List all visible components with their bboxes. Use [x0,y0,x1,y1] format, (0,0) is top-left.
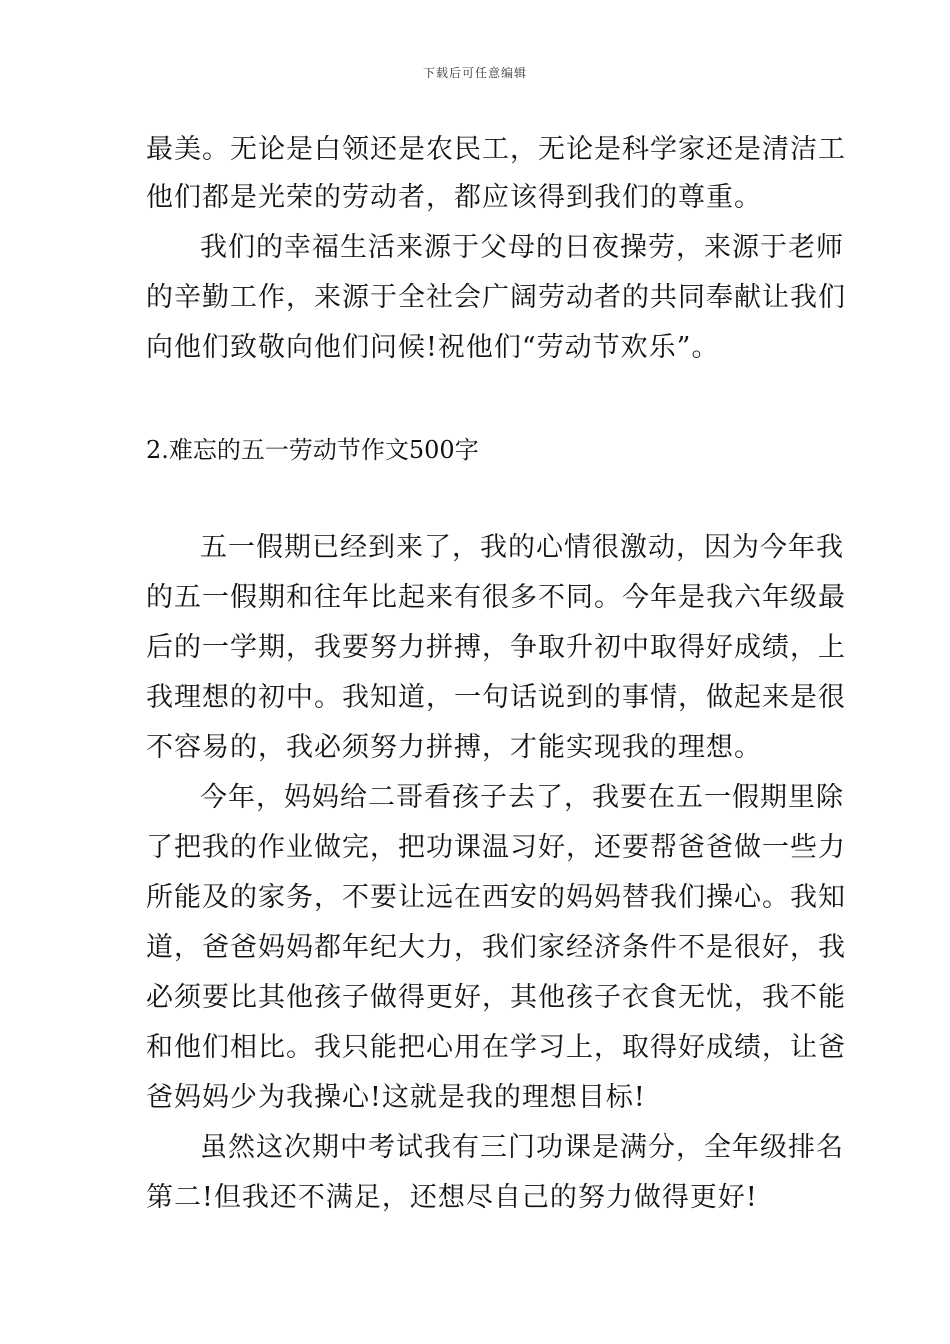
paragraph4-line-6: 和他们相比。我只能把心用在学习上，取得好成绩，让爸 [146,1032,846,1063]
paragraph4-line-4: 道，爸爸妈妈都年纪大力，我们家经济条件不是很好，我 [146,932,846,963]
paragraph4-line-3: 所能及的家务，不要让远在西安的妈妈替我们操心。我知 [146,882,846,913]
paragraph3-line-1: 五一假期已经到来了，我的心情很激动，因为今年我 [200,532,844,563]
paragraph2-line-1: 我们的幸福生活来源于父母的日夜操劳，来源于老师 [200,232,844,263]
paragraph1-line-1: 最美。无论是白领还是农民工，无论是科学家还是清洁工 [146,134,846,165]
paragraph4-line-2: 了把我的作业做完，把功课温习好，还要帮爸爸做一些力 [146,832,846,863]
paragraph5-line-2: 第二!但我还不满足，还想尽自己的努力做得更好! [146,1182,758,1213]
paragraph3-line-4: 我理想的初中。我知道，一句话说到的事情，做起来是很 [146,682,846,713]
page-header: 下载后可任意编辑 [422,66,527,80]
paragraph2-line-3: 向他们致敬向他们问候!祝他们“劳动节欢乐”。 [146,332,720,363]
paragraph5-line-1: 虽然这次期中考试我有三门功课是满分，全年级排名 [200,1132,844,1163]
paragraph4-line-7: 爸妈妈少为我操心!这就是我的理想目标! [146,1082,646,1113]
paragraph3-line-2: 的五一假期和往年比起来有很多不同。今年是我六年级最 [146,582,846,613]
paragraph3-line-5: 不容易的，我必须努力拼搏，才能实现我的理想。 [146,732,762,763]
paragraph4-line-1: 今年，妈妈给二哥看孩子去了，我要在五一假期里除 [200,782,844,813]
paragraph3-line-3: 后的一学期，我要努力拼搏，争取升初中取得好成绩，上 [146,632,846,663]
section-heading: 2.难忘的五一劳动节作文500字 [146,436,479,464]
paragraph4-line-5: 必须要比其他孩子做得更好，其他孩子衣食无忧，我不能 [146,982,846,1013]
paragraph1-line-2: 他们都是光荣的劳动者，都应该得到我们的尊重。 [146,182,762,213]
paragraph2-line-2: 的辛勤工作，来源于全社会广阔劳动者的共同奉献让我们 [146,282,846,313]
